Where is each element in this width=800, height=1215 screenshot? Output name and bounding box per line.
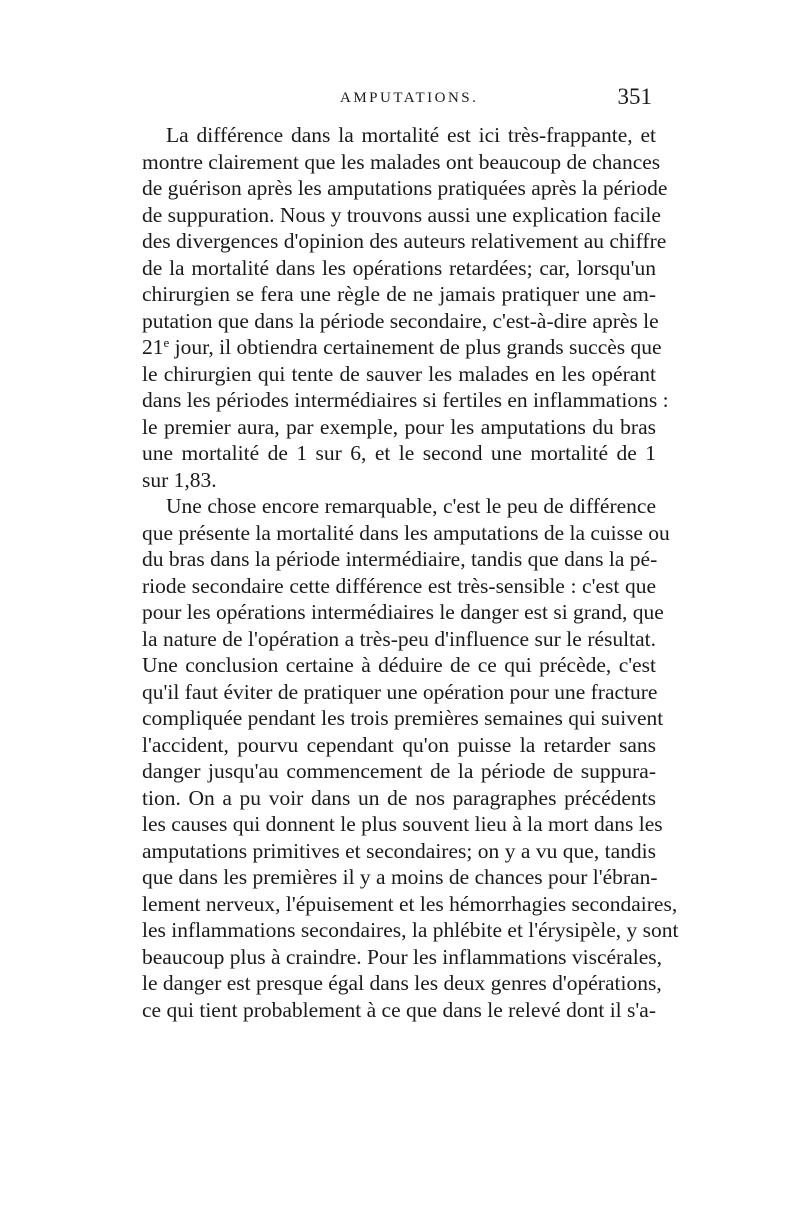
text-line: sur 1,83. (142, 467, 217, 492)
page-number: 351 (617, 84, 652, 109)
text-line: qu'il faut éviter de pratiquer une opération pour une fracture (142, 679, 658, 704)
running-title: AMPUTATIONS. (340, 90, 479, 106)
text-line: La différence dans la mortalité est ici très-frappante, et (166, 123, 656, 147)
text-line: les causes qui donnent le plus souvent lieu à la mort dans les (142, 812, 663, 836)
text-line: des divergences d'opinion des auteurs relativement au chiffre (142, 229, 667, 253)
text-line: riode secondaire cette différence est très-sensible : c'est que (142, 573, 656, 598)
text-line: danger jusqu'au commencement de la période de suppura- (142, 759, 656, 783)
text-line-with-superscript (142, 334, 662, 361)
text-line: dans les périodes intermédiaires si fertiles en inflammations : (142, 388, 669, 412)
text-line: pour les opérations intermédiaires le danger est si grand, que (142, 600, 664, 624)
ordinal-superscript: e (163, 335, 170, 350)
text-line: chirurgien se fera une règle de ne jamais pratiquer une am- (142, 282, 656, 306)
text-line: que présente la mortalité dans les amputations de la cuisse ou (142, 520, 670, 545)
text-line: que dans les premières il y a moins de chances pour l'ébran- (142, 865, 658, 889)
text-line: de suppuration. Nous y trouvons aussi une explication facile (142, 202, 661, 227)
ordinal-number: 21 (142, 335, 164, 359)
text-line: l'accident, pourvu cependant qu'on puisse la retarder sans (142, 732, 656, 757)
text-line: une mortalité de 1 sur 6, et le second une mortalité de 1 (142, 441, 656, 465)
text-line: putation que dans la période secondaire, c'est-à-dire après le (142, 308, 659, 333)
text-line: compliquée pendant les trois premières semaines qui suivent (142, 706, 664, 730)
text-line: tion. On a pu voir dans un de nos paragraphes précédents (142, 785, 656, 810)
body-text (142, 122, 679, 1023)
text-line: de guérison après les amputations pratiquées après la période (142, 176, 668, 200)
text-line: du bras dans la période intermédiaire, tandis que dans la pé- (142, 547, 658, 571)
text-line: amputations primitives et secondaires; on y a vu que, tandis (142, 838, 656, 863)
text-line: Une chose encore remarquable, c'est le peu de différence (166, 494, 656, 518)
text-line: Une conclusion certaine à déduire de ce qui précède, c'est (142, 653, 656, 677)
text-line: le chirurgien qui tente de sauver les malades en les opérant (142, 361, 656, 386)
text-line: lement nerveux, l'épuisement et les hémorrhagies secondaires, (142, 891, 678, 916)
line-remainder: jour, il obtiendra certainement de plus grands succès que (169, 335, 662, 359)
text-line: montre clairement que les malades ont beaucoup de chances (142, 149, 661, 174)
text-line: beaucoup plus à craindre. Pour les inflammations viscérales, (142, 944, 663, 969)
text-line: de la mortalité dans les opérations retardées; car, lorsqu'un (142, 255, 656, 280)
text-line: la nature de l'opération a très-peu d'influence sur le résultat. (142, 626, 656, 651)
text-line: ce qui tient probablement à ce que dans le relevé dont il s'a- (142, 997, 656, 1022)
text-line: le premier aura, par exemple, pour les amputations du bras (142, 414, 656, 439)
text-line: le danger est presque égal dans les deux genres d'opérations, (142, 971, 662, 995)
running-head (140, 86, 656, 116)
text-line: les inflammations secondaires, la phlébite et l'érysipèle, y sont (142, 918, 679, 942)
